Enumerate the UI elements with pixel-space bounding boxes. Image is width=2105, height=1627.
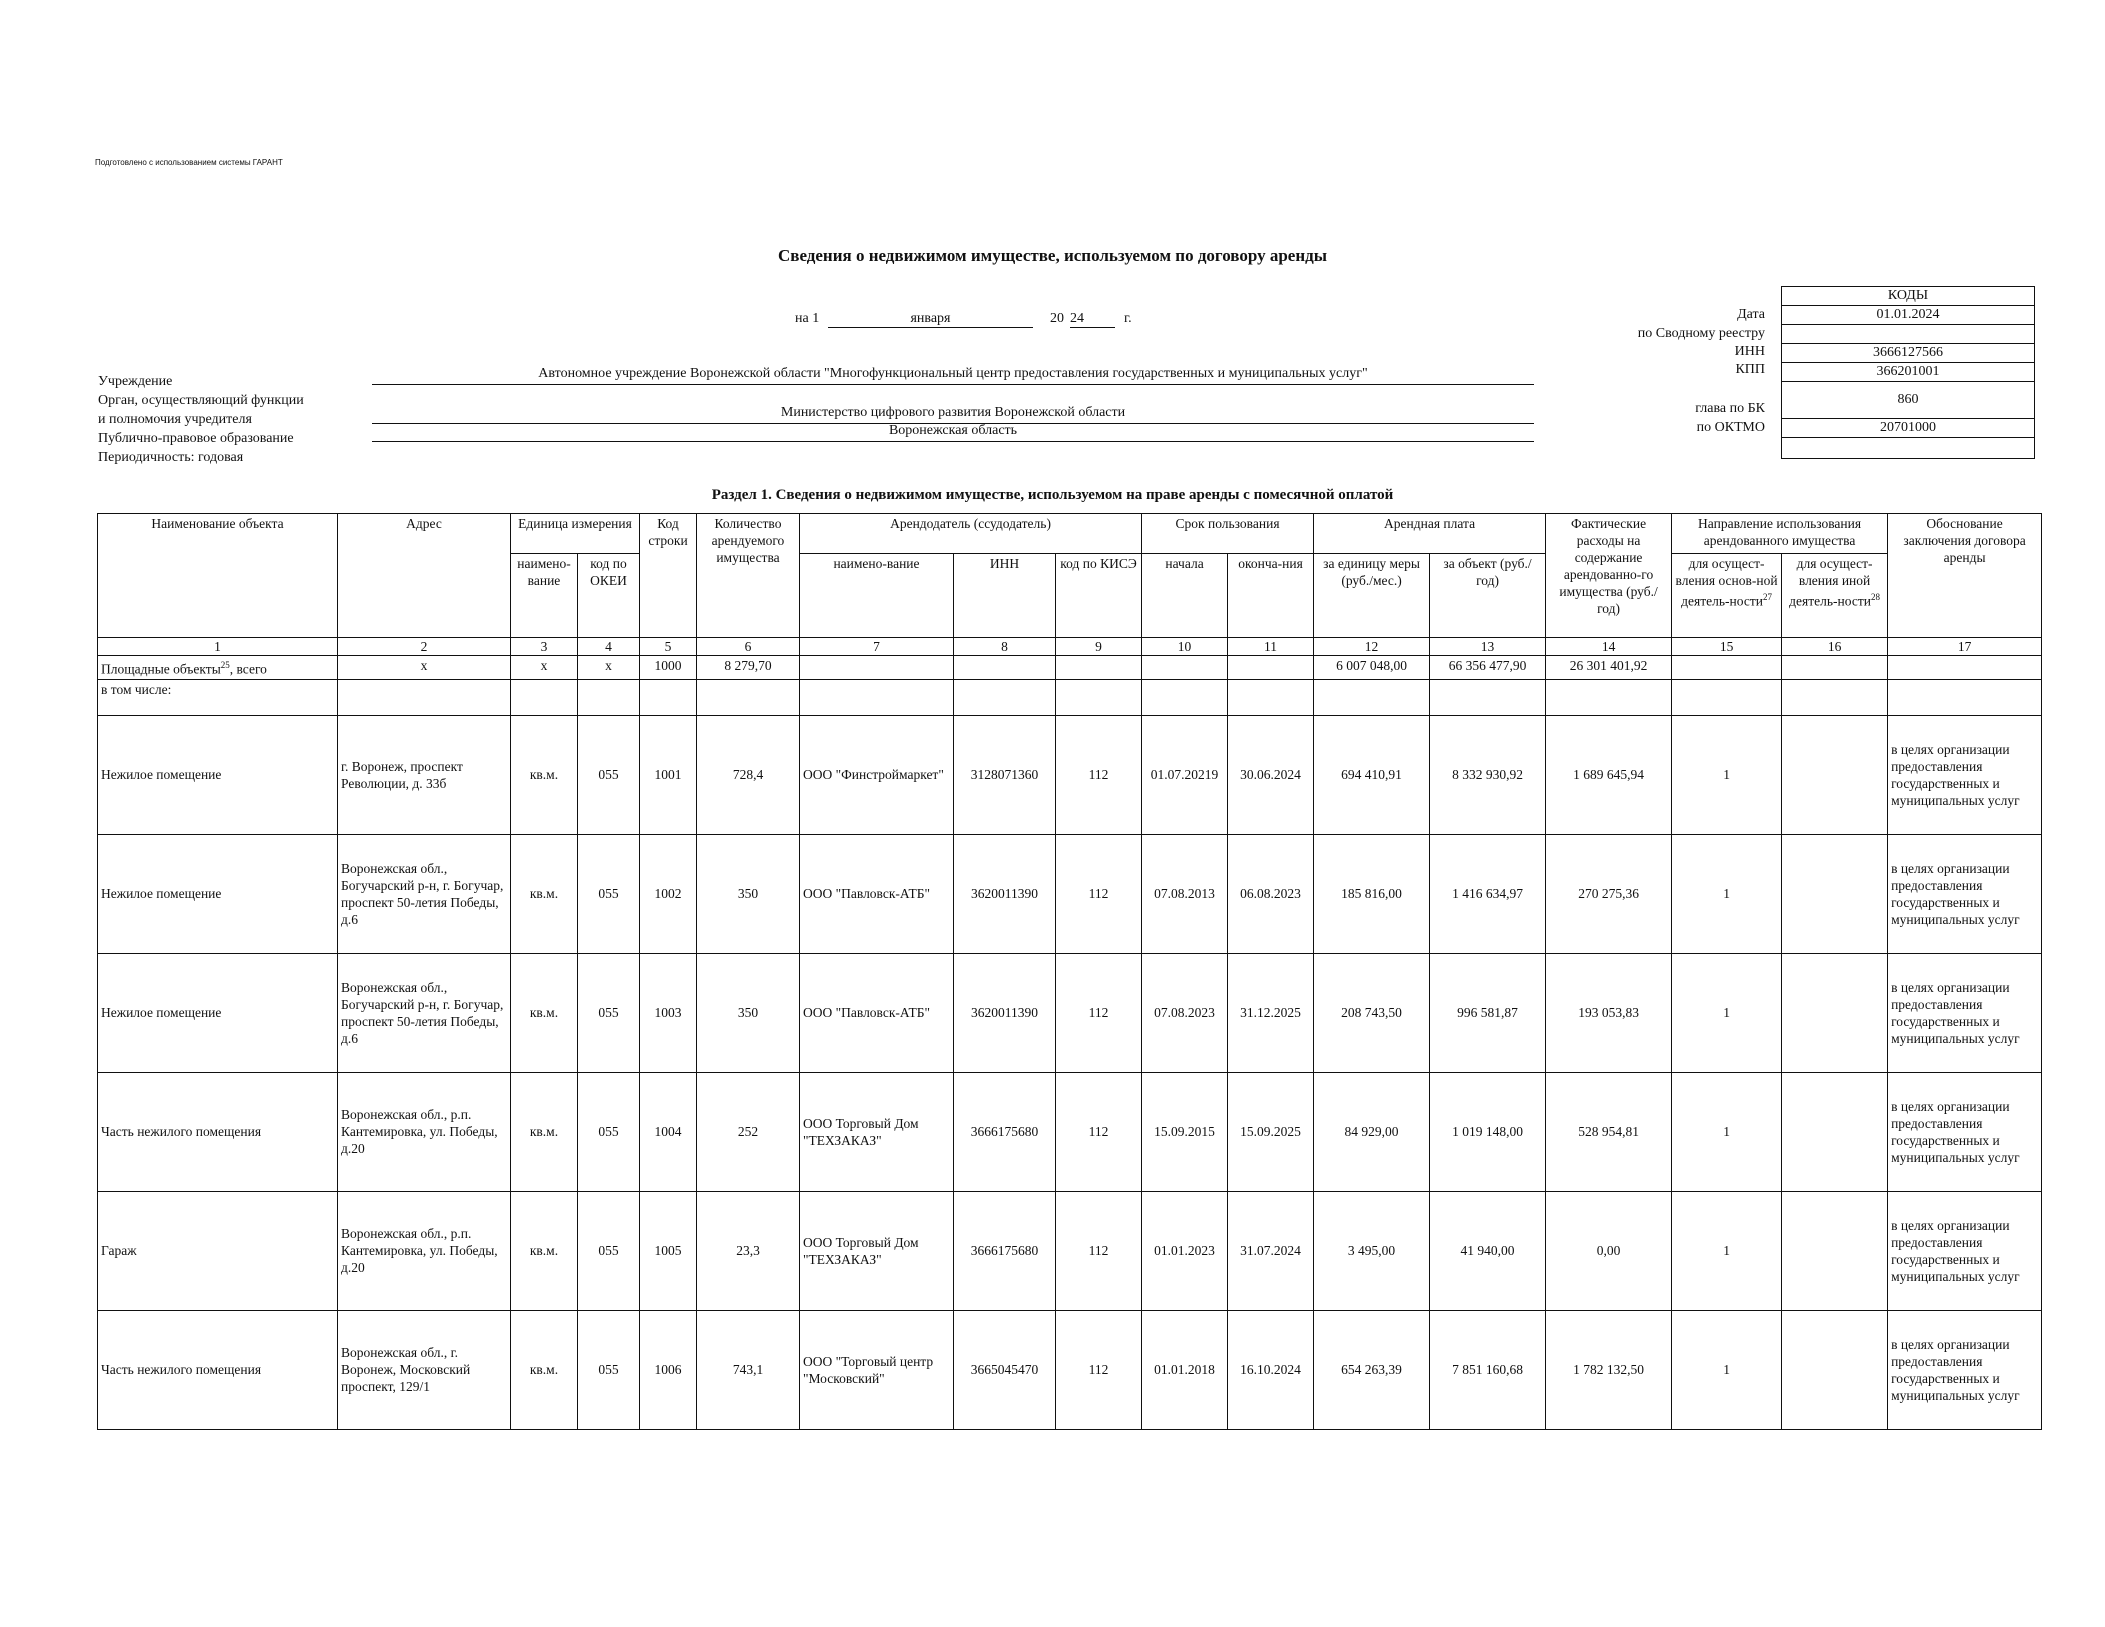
code-label-registry: по Сводному реестру [1637,326,1765,341]
row-inn: 3666175680 [954,1072,1056,1191]
row-start: 15.09.2015 [1142,1072,1228,1191]
column-number: 14 [1546,638,1672,656]
row-end: 06.08.2023 [1228,834,1314,953]
row-address: Воронежская обл., р.п. Кантемировка, ул. Победы, д.20 [338,1191,511,1310]
th-lessor-name: наимено-вание [800,554,954,638]
document-title: Сведения о недвижимом имуществе, используемом по договору аренды [777,246,1327,265]
table-row [98,953,2042,1072]
row-rent-obj: 7 851 160,68 [1430,1310,1546,1429]
lease-table [97,513,2042,1430]
th-qty: Количество арендуемого имущества [697,514,800,638]
code-label-oktmo: по ОКТМО [1696,420,1765,435]
column-number: 3 [511,638,578,656]
column-number: 2 [338,638,511,656]
code-label-bk: глава по БК [1695,401,1765,416]
row-rent-unit: 185 816,00 [1314,834,1430,953]
row-code: 1001 [640,715,697,834]
row-qty: 743,1 [697,1310,800,1429]
date-prefix: на 1 [795,311,820,326]
total-rent-unit: 6 007 048,00 [1314,656,1430,680]
row-usage-main: 1 [1672,715,1782,834]
row-code: 1004 [640,1072,697,1191]
row-end: 31.07.2024 [1228,1191,1314,1310]
row-code: 1003 [640,953,697,1072]
value-institution: Автономное учреждение Воронежской области "Многофункциональный центр предоставления государственных и муниципальных услуг" [372,366,1534,385]
section-title: Раздел 1. Сведения о недвижимом имуществе, используемом на праве аренды с помесячной оплатой [711,487,1394,503]
row-lessor: ООО "Павловск-АТБ" [800,834,954,953]
total-c2: х [338,656,511,680]
code-kpp: 366201001 [1782,363,2034,382]
row-expenses: 1 782 132,50 [1546,1310,1672,1429]
row-basis: в целях организации предоставления государственных и муниципальных услуг [1888,953,2042,1072]
row-expenses: 270 275,36 [1546,834,1672,953]
row-address: Воронежская обл., Богучарский р-н, г. Богучар, проспект 50-летия Победы, д.6 [338,953,511,1072]
row-kise: 112 [1056,953,1142,1072]
th-unit-name: наимено-вание [511,554,578,638]
row-inn: 3620011390 [954,953,1056,1072]
date-month: января [828,311,1033,328]
total-expenses: 26 301 401,92 [1546,656,1672,680]
th-rent-obj: за объект (руб./год) [1430,554,1546,638]
row-start: 01.07.20219 [1142,715,1228,834]
row-rent-obj: 1 416 634,97 [1430,834,1546,953]
label-organ-2: и полномочия учредителя [98,412,252,427]
th-name: Наименование объекта [98,514,338,638]
table-row [98,1310,2042,1429]
column-number: 1 [98,638,338,656]
row-qty: 23,3 [697,1191,800,1310]
row-lessor: ООО "Павловск-АТБ" [800,953,954,1072]
row-code: 1005 [640,1191,697,1310]
row-okei: 055 [578,1072,640,1191]
row-kise: 112 [1056,715,1142,834]
column-number: 12 [1314,638,1430,656]
column-number: 11 [1228,638,1314,656]
row-usage-other [1782,1310,1888,1429]
column-number: 4 [578,638,640,656]
row-usage-other [1782,1191,1888,1310]
row-lessor: ООО "Торговый центр "Московский" [800,1310,954,1429]
row-qty: 252 [697,1072,800,1191]
row-usage-other [1782,834,1888,953]
th-unit-code: код по ОКЕИ [578,554,640,638]
table-row [98,834,2042,953]
row-name: Нежилое помещение [98,953,338,1072]
row-lessor: ООО "Финстроймаркет" [800,715,954,834]
label-institution: Учреждение [98,374,173,389]
row-unit: кв.м. [511,953,578,1072]
row-unit: кв.м. [511,1310,578,1429]
row-rent-unit: 694 410,91 [1314,715,1430,834]
total-row [98,656,2042,680]
row-usage-main: 1 [1672,1191,1782,1310]
row-usage-other [1782,1072,1888,1191]
row-rent-unit: 84 929,00 [1314,1072,1430,1191]
th-usage: Направление использования арендованного имущества [1672,514,1888,554]
th-lessor-inn: ИНН [954,554,1056,638]
row-rent-obj: 8 332 930,92 [1430,715,1546,834]
code-registry [1782,325,2034,344]
th-expenses: Фактические расходы на содержание арендованно-го имущества (руб./год) [1546,514,1672,638]
row-rent-obj: 1 019 148,00 [1430,1072,1546,1191]
total-rent-obj: 66 356 477,90 [1430,656,1546,680]
column-number: 7 [800,638,954,656]
th-term-end: оконча-ния [1228,554,1314,638]
row-usage-main: 1 [1672,1310,1782,1429]
th-unit: Единица измерения [511,514,640,554]
column-number: 13 [1430,638,1546,656]
code-label-kpp: КПП [1735,362,1765,377]
column-number: 17 [1888,638,2042,656]
row-name: Нежилое помещение [98,715,338,834]
row-usage-main: 1 [1672,1072,1782,1191]
row-rent-unit: 208 743,50 [1314,953,1430,1072]
row-basis: в целях организации предоставления государственных и муниципальных услуг [1888,1310,2042,1429]
code-date: 01.01.2024 [1782,306,2034,325]
row-rent-obj: 996 581,87 [1430,953,1546,1072]
row-end: 31.12.2025 [1228,953,1314,1072]
th-term-start: начала [1142,554,1228,638]
th-basis: Обоснование заключения договора аренды [1888,514,2042,638]
row-usage-main: 1 [1672,834,1782,953]
th-usage-main: для осущест-вления основ-ной деятель-ности$^{27}$ [1672,554,1782,638]
total-c3: х [511,656,578,680]
row-name: Гараж [98,1191,338,1310]
row-inn: 3666175680 [954,1191,1056,1310]
garant-note: Подготовлено с использованием системы ГАРАНТ [95,158,283,167]
row-start: 01.01.2023 [1142,1191,1228,1310]
row-rent-unit: 3 495,00 [1314,1191,1430,1310]
total-code: 1000 [640,656,697,680]
code-label-date: Дата [1737,307,1765,322]
code-label-inn: ИНН [1734,344,1765,359]
column-number: 9 [1056,638,1142,656]
row-unit: кв.м. [511,715,578,834]
table-row [98,715,2042,834]
column-number: 8 [954,638,1056,656]
date-suffix: г. [1124,311,1132,326]
row-end: 30.06.2024 [1228,715,1314,834]
row-basis: в целях организации предоставления государственных и муниципальных услуг [1888,715,2042,834]
code-inn: 3666127566 [1782,344,2034,363]
row-kise: 112 [1056,834,1142,953]
codes-box [1781,286,2035,459]
row-inn: 3665045470 [954,1310,1056,1429]
row-code: 1006 [640,1310,697,1429]
row-qty: 350 [697,953,800,1072]
row-unit: кв.м. [511,834,578,953]
row-okei: 055 [578,953,640,1072]
total-name: Площадные объекты$^{25}$, всего [98,656,338,680]
value-organ: Министерство цифрового развития Воронежской области [372,405,1534,424]
column-number: 6 [697,638,800,656]
row-basis: в целях организации предоставления государственных и муниципальных услуг [1888,1072,2042,1191]
label-organ-1: Орган, осуществляющий функции [98,393,304,408]
th-lessor-kise: код по КИСЭ [1056,554,1142,638]
column-number: 15 [1672,638,1782,656]
row-end: 15.09.2025 [1228,1072,1314,1191]
row-start: 01.01.2018 [1142,1310,1228,1429]
total-qty: 8 279,70 [697,656,800,680]
row-expenses: 193 053,83 [1546,953,1672,1072]
row-lessor: ООО Торговый Дом "ТЕХЗАКАЗ" [800,1191,954,1310]
row-end: 16.10.2024 [1228,1310,1314,1429]
row-unit: кв.м. [511,1191,578,1310]
code-bk: 860 [1782,382,2034,419]
row-qty: 728,4 [697,715,800,834]
date-year: 24 [1070,311,1115,328]
column-number: 16 [1782,638,1888,656]
row-basis: в целях организации предоставления государственных и муниципальных услуг [1888,834,2042,953]
column-numbers-row [98,638,2042,656]
row-okei: 055 [578,1191,640,1310]
row-usage-other [1782,715,1888,834]
row-okei: 055 [578,1310,640,1429]
row-inn: 3620011390 [954,834,1056,953]
label-periodicity: Периодичность: годовая [98,450,244,465]
row-address: Воронежская обл., г. Воронеж, Московский проспект, 129/1 [338,1310,511,1429]
th-address: Адрес [338,514,511,638]
row-okei: 055 [578,834,640,953]
row-code: 1002 [640,834,697,953]
th-rent-unit: за единицу меры (руб./мес.) [1314,554,1430,638]
row-qty: 350 [697,834,800,953]
row-start: 07.08.2023 [1142,953,1228,1072]
total-c4: х [578,656,640,680]
row-name: Часть нежилого помещения [98,1072,338,1191]
column-number: 10 [1142,638,1228,656]
th-term: Срок пользования [1142,514,1314,554]
row-kise: 112 [1056,1072,1142,1191]
row-usage-other [1782,953,1888,1072]
table-row [98,1072,2042,1191]
th-usage-other: для осущест-вления иной деятель-ности$^{28}$ [1782,554,1888,638]
row-kise: 112 [1056,1191,1142,1310]
row-expenses: 1 689 645,94 [1546,715,1672,834]
row-okei: 055 [578,715,640,834]
column-number: 5 [640,638,697,656]
table-row [98,1191,2042,1310]
including-row [98,679,2042,715]
row-usage-main: 1 [1672,953,1782,1072]
row-lessor: ООО Торговый Дом "ТЕХЗАКАЗ" [800,1072,954,1191]
code-oktmo: 20701000 [1782,419,2034,438]
row-expenses: 0,00 [1546,1191,1672,1310]
row-basis: в целях организации предоставления государственных и муниципальных услуг [1888,1191,2042,1310]
value-public-entity: Воронежская область [372,423,1534,442]
row-address: г. Воронеж, проспект Революции, д. 33б [338,715,511,834]
row-address: Воронежская обл., р.п. Кантемировка, ул. Победы, д.20 [338,1072,511,1191]
row-name: Нежилое помещение [98,834,338,953]
label-public-entity: Публично-правовое образование [98,431,294,446]
date-year-prefix: 20 [1050,311,1064,326]
row-unit: кв.м. [511,1072,578,1191]
codes-header: КОДЫ [1782,287,2034,306]
th-rent: Арендная плата [1314,514,1546,554]
row-kise: 112 [1056,1310,1142,1429]
row-inn: 3128071360 [954,715,1056,834]
th-lessor: Арендодатель (ссудодатель) [800,514,1142,554]
row-rent-unit: 654 263,39 [1314,1310,1430,1429]
row-start: 07.08.2013 [1142,834,1228,953]
th-row-code: Код строки [640,514,697,638]
row-rent-obj: 41 940,00 [1430,1191,1546,1310]
including-label: в том числе: [98,679,338,715]
row-expenses: 528 954,81 [1546,1072,1672,1191]
row-name: Часть нежилого помещения [98,1310,338,1429]
row-address: Воронежская обл., Богучарский р-н, г. Богучар, проспект 50-летия Победы, д.6 [338,834,511,953]
